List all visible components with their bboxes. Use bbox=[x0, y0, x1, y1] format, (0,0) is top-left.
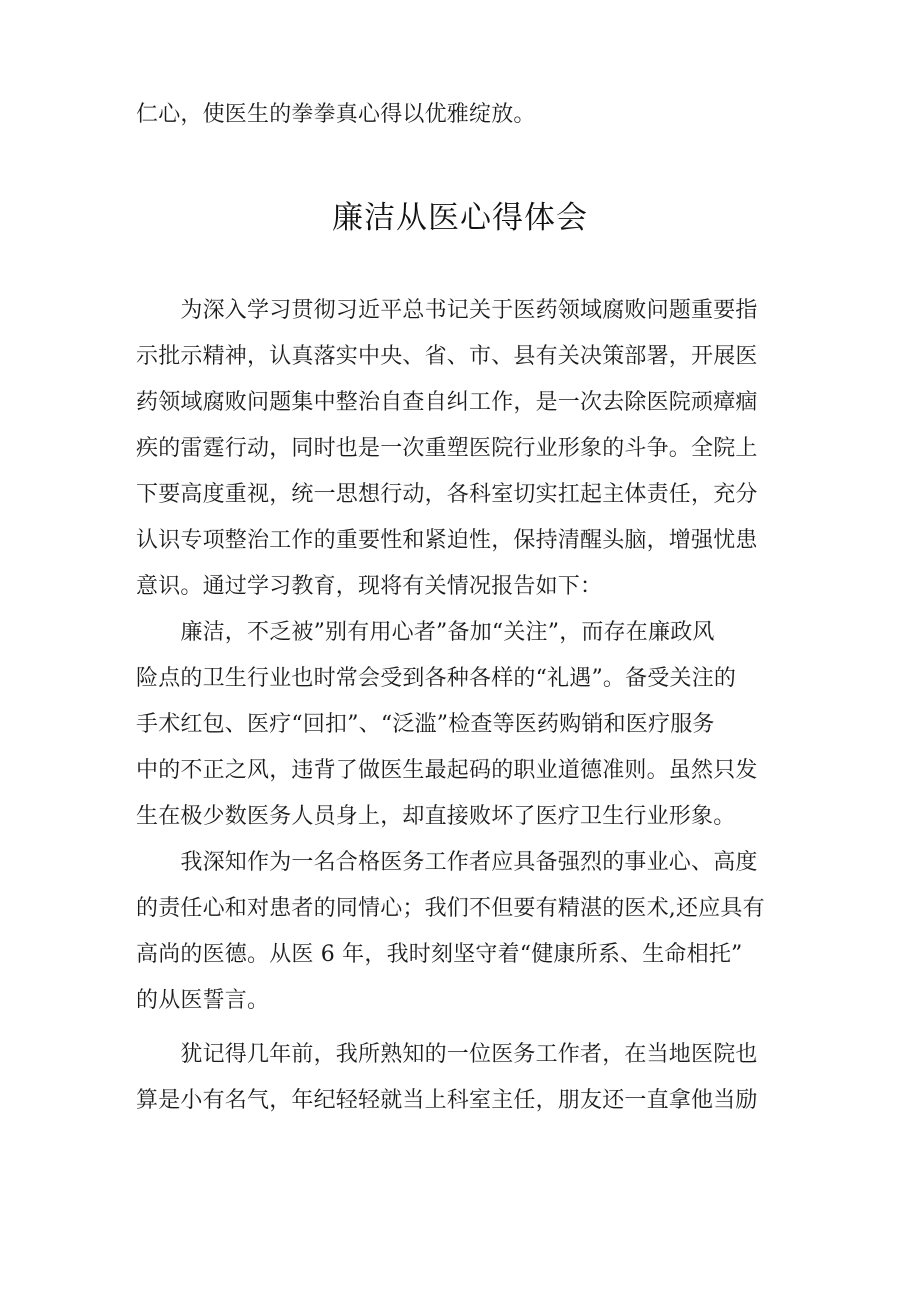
text-line: 高尚的医德。从医 6 年，我时刻坚守着“健康所系、生命相托” bbox=[136, 942, 743, 967]
text-line: 认识专项整治工作的重要性和紧迫性，保持清醒头脑，增强忧患 bbox=[136, 528, 758, 553]
text-line: 下要高度重视，统一思想行动，各科室切实扛起主体责任，充分 bbox=[136, 482, 758, 507]
text-line: 手术红包、医疗“回扣”、“泛滥”检查等医药购销和医疗服务 bbox=[136, 712, 715, 737]
text-line: 为深入学习贯彻习近平总书记关于医药领域腐败问题重要指 bbox=[136, 298, 758, 323]
text-line: 疾的雷霆行动，同时也是一次重塑医院行业形象的斗争。全院上 bbox=[136, 436, 758, 461]
text-line: 我深知作为一名合格医务工作者应具备强烈的事业心、高度 bbox=[136, 850, 758, 875]
text-line: 廉洁，不乏被”别有用心者”备加“关注”，而存在廉政风 bbox=[136, 620, 715, 645]
document-title: 廉洁从医心得体会 bbox=[332, 200, 588, 236]
text-line: 的从医誓言。 bbox=[136, 988, 270, 1013]
text-line: 中的不正之风，违背了做医生最起码的职业道德准则。虽然只发 bbox=[136, 758, 758, 783]
text-line: 险点的卫生行业也时常会受到各种各样的“礼遇”。备受关注的 bbox=[136, 666, 737, 691]
text-line: 的责任心和对患者的同情心；我们不但要有精湛的医术,还应具有 bbox=[136, 896, 765, 921]
text-line: 犹记得几年前，我所熟知的一位医务工作者，在当地医院也 bbox=[136, 1042, 758, 1067]
text-line: 算是小有名气，年纪轻轻就当上科室主任，朋友还一直拿他当励 bbox=[136, 1088, 758, 1113]
text-line: 药领域腐败问题集中整治自查自纠工作，是一次去除医院顽瘴痼 bbox=[136, 390, 758, 415]
previous-paragraph-tail: 仁心，使医生的拳拳真心得以优雅绽放。 bbox=[136, 102, 536, 127]
text-line: 意识。通过学习教育，现将有关情况报告如下： bbox=[136, 574, 603, 599]
text-line: 生在极少数医务人员身上，却直接败坏了医疗卫生行业形象。 bbox=[136, 804, 736, 829]
text-line: 示批示精神，认真落实中央、省、市、县有关决策部署，开展医 bbox=[136, 344, 758, 369]
